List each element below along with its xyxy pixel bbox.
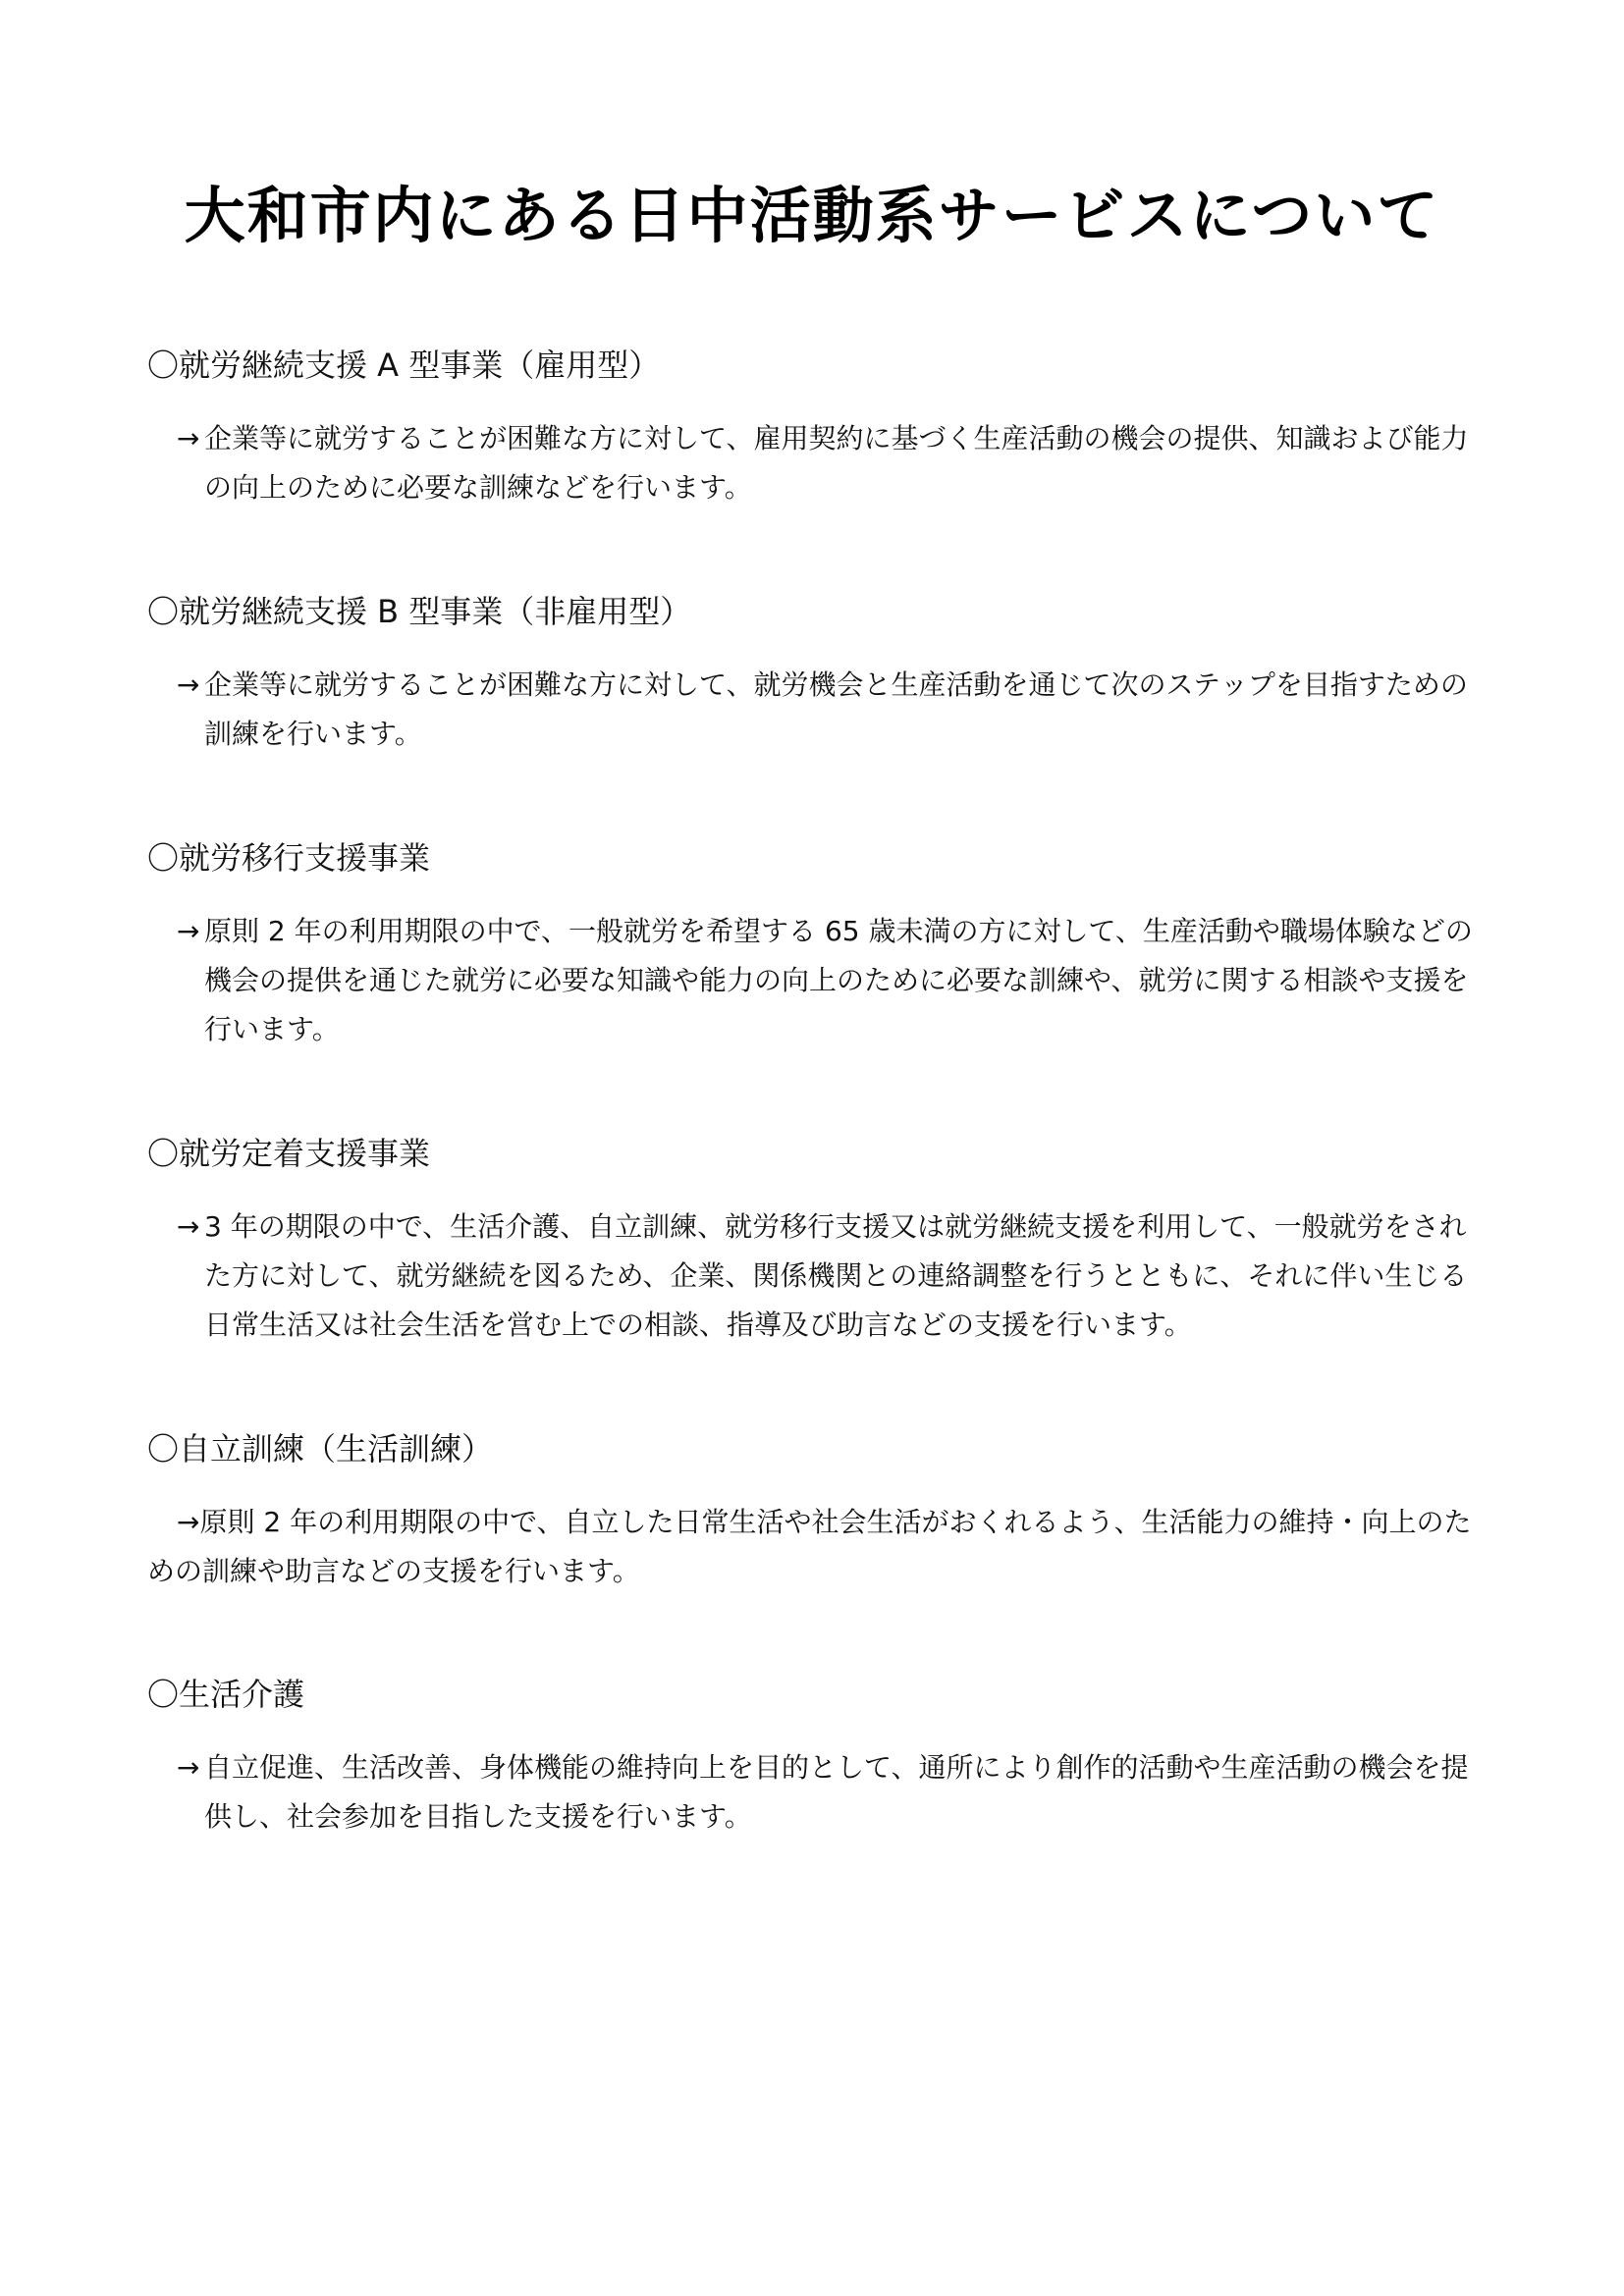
service-section-independence-training — [147, 1429, 1492, 1596]
section-description-text: 企業等に就労することが困難な方に対して、就労機会と生産活動を通じて次のステップを目指すための訓練を行います。 — [204, 668, 1468, 750]
arrow-icon: → — [177, 668, 200, 701]
section-description-text: 3 年の期限の中で、生活介護、自立訓練、就労移行支援又は就労継続支援を利用して、一般就労をされた方に対して、就労継続を図るため、企業、関係機関との連絡調整を行うとともに、それに伴い生じる日常生活又は社会生活を営む上での相談、指導及び助言などの支援を行います。 — [204, 1210, 1468, 1341]
section-description-text: 企業等に就労することが困難な方に対して、雇用契約に基づく生産活動の機会の提供、知識および能力の向上のために必要な訓練などを行います。 — [204, 422, 1469, 504]
section-description — [147, 1498, 1492, 1596]
page-title: 大和市内にある日中活動系サービスについて — [184, 179, 1440, 251]
arrow-icon: → — [177, 1751, 200, 1784]
service-section-transition-support — [147, 838, 1492, 1054]
section-heading: 〇就労継続支援 A 型事業（雇用型） — [147, 347, 661, 384]
service-section-daily-life-care — [147, 1675, 1492, 1842]
section-heading: 〇自立訓練（生活訓練） — [147, 1430, 494, 1468]
arrow-icon: → — [177, 422, 200, 454]
section-description — [147, 661, 1492, 759]
section-description — [147, 907, 1492, 1054]
service-section-retention-support — [147, 1134, 1492, 1350]
section-heading: 〇就労移行支援事業 — [147, 839, 431, 877]
service-section-type-b — [147, 592, 1492, 759]
section-description — [147, 1743, 1492, 1842]
arrow-icon: → — [177, 1506, 200, 1538]
section-description — [147, 414, 1492, 512]
section-description-text: 原則 2 年の利用期限の中で、一般就労を希望する 65 歳未満の方に対して、生産活動や職場体験などの機会の提供を通じた就労に必要な知識や能力の向上のために必要な訓練や、就労に関する相談や支援を行います。 — [204, 915, 1473, 1045]
arrow-icon: → — [177, 1210, 200, 1243]
service-section-type-a — [147, 346, 1492, 512]
section-description-text: 自立促進、生活改善、身体機能の維持向上を目的として、通所により創作的活動や生産活動の機会を提供し、社会参加を目指した支援を行います。 — [204, 1751, 1469, 1833]
arrow-icon: → — [177, 915, 200, 947]
section-description — [147, 1202, 1492, 1350]
section-heading: 〇就労定着支援事業 — [147, 1135, 431, 1172]
section-heading: 〇就労継続支援 B 型事業（非雇用型） — [147, 593, 692, 630]
section-description-text: 原則 2 年の利用期限の中で、自立した日常生活や社会生活がおくれるよう、生活能力の維持・向上のための訓練や助言などの支援を行います。 — [147, 1506, 1472, 1587]
section-heading: 〇生活介護 — [147, 1676, 305, 1713]
